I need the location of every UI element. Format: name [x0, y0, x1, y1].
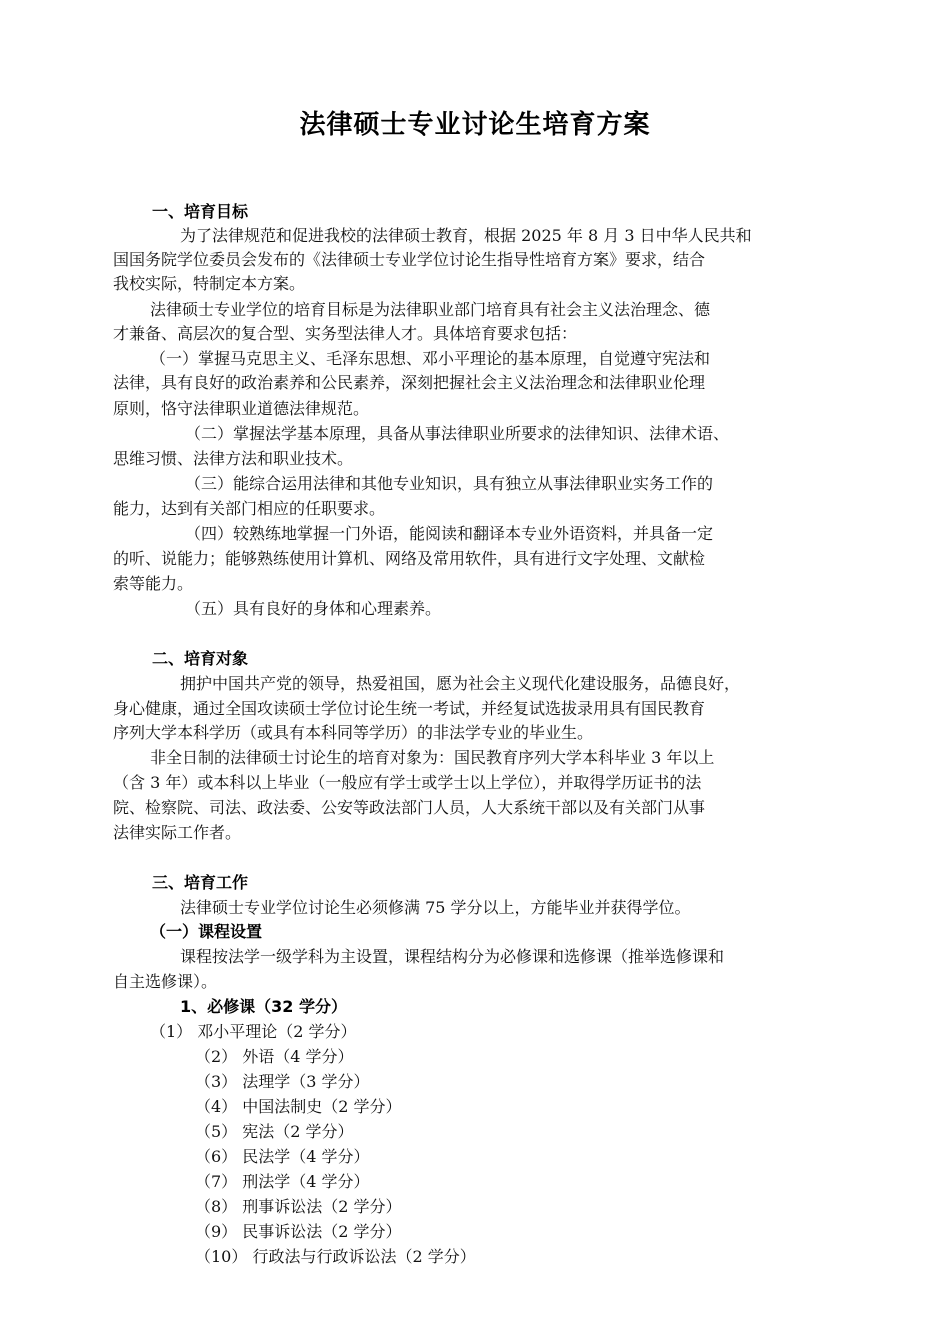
paragraph-line: 法律硕士专业学位讨论生必须修满 75 学分以上，方能毕业并获得学位。	[180, 898, 691, 917]
requirement-item: （二）掌握法学基本原理，具备从事法律职业所要求的法律知识、法律术语、	[185, 424, 730, 443]
paragraph-line: 才兼备、高层次的复合型、实务型法律人才。具体培育要求包括：	[113, 324, 578, 343]
paragraph-line: 院、检察院、司法、政法委、公安等政法部门人员，人大系统干部以及有关部门从事	[113, 798, 706, 817]
paragraph-line: 课程按法学一级学科为主设置，课程结构分为必修课和选修课（推举选修课和	[180, 947, 725, 966]
section-heading-goals: 一、培育目标	[152, 202, 249, 221]
paragraph-line: 的听、说能力；能够熟练使用计算机、网络及常用软件，具有进行文字处理、文献检	[113, 549, 706, 568]
paragraph-line: 思维习惯、法律方法和职业技术。	[113, 449, 354, 468]
paragraph-line: （含 3 年）或本科以上毕业（一般应有学士或学士以上学位），并取得学历证书的法	[113, 773, 702, 792]
paragraph-line: 法律，具有良好的政治素养和公民素养，深刻把握社会主义法治理念和法律职业伦理	[113, 373, 706, 392]
requirement-item: （三）能综合运用法律和其他专业知识，具有独立从事法律职业实务工作的	[185, 474, 714, 493]
paragraph-line: 能力，达到有关部门相应的任职要求。	[113, 499, 386, 518]
course-item: （4） 中国法制史（2 学分）	[195, 1097, 402, 1116]
course-item: （8） 刑事诉讼法（2 学分）	[195, 1197, 402, 1216]
course-item: （10） 行政法与行政诉讼法（2 学分）	[195, 1247, 476, 1266]
paragraph-line: 拥护中国共产党的领导，热爱祖国，愿为社会主义现代化建设服务，品德良好，	[180, 674, 741, 693]
paragraph-line: 索等能力。	[113, 574, 194, 593]
subsection-heading-courses: （一）课程设置	[150, 922, 263, 941]
section-heading-target: 二、培育对象	[152, 649, 249, 668]
course-item: （3） 法理学（3 学分）	[195, 1072, 370, 1091]
course-item: （9） 民事诉讼法（2 学分）	[195, 1222, 402, 1241]
paragraph-line: 身心健康，通过全国攻读硕士学位讨论生统一考试，并经复试选拔录用具有国民教育	[113, 699, 706, 718]
course-item: （1） 邓小平理论（2 学分）	[150, 1022, 357, 1041]
paragraph-line: 非全日制的法律硕士讨论生的培育对象为：国民教育序列大学本科毕业 3 年以上	[150, 748, 715, 767]
document-title: 法律硕士专业讨论生培育方案	[299, 110, 651, 140]
paragraph-line: 法律硕士专业学位的培育目标是为法律职业部门培育具有社会主义法治理念、德	[150, 300, 711, 319]
paragraph-line: 为了法律规范和促进我校的法律硕士教育，根据 2025 年 8 月 3 日中华人民共和	[180, 226, 752, 245]
paragraph-line: 国国务院学位委员会发布的《法律硕士专业学位讨论生指导性培育方案》要求，结合	[113, 250, 706, 269]
paragraph-line: 我校实际，特制定本方案。	[113, 274, 306, 293]
course-item: （7） 刑法学（4 学分）	[195, 1172, 370, 1191]
course-item: （2） 外语（4 学分）	[195, 1047, 354, 1066]
paragraph-line: 自主选修课）。	[113, 972, 218, 991]
required-courses-heading: 1、必修课（32 学分）	[180, 997, 347, 1016]
paragraph-line: 法律实际工作者。	[113, 823, 242, 842]
course-item: （6） 民法学（4 学分）	[195, 1147, 370, 1166]
paragraph-line: 原则，恪守法律职业道德法律规范。	[113, 399, 370, 418]
requirement-item: （四）较熟练地掌握一门外语，能阅读和翻译本专业外语资料，并具备一定	[185, 524, 714, 543]
section-heading-work: 三、培育工作	[152, 873, 249, 892]
paragraph-line: 序列大学本科学历（或具有本科同等学历）的非法学专业的毕业生。	[113, 723, 594, 742]
requirement-item: （一）掌握马克思主义、毛泽东思想、邓小平理论的基本原理，自觉遵守宪法和	[150, 349, 711, 368]
course-item: （5） 宪法（2 学分）	[195, 1122, 354, 1141]
requirement-item: （五）具有良好的身体和心理素养。	[185, 599, 442, 618]
